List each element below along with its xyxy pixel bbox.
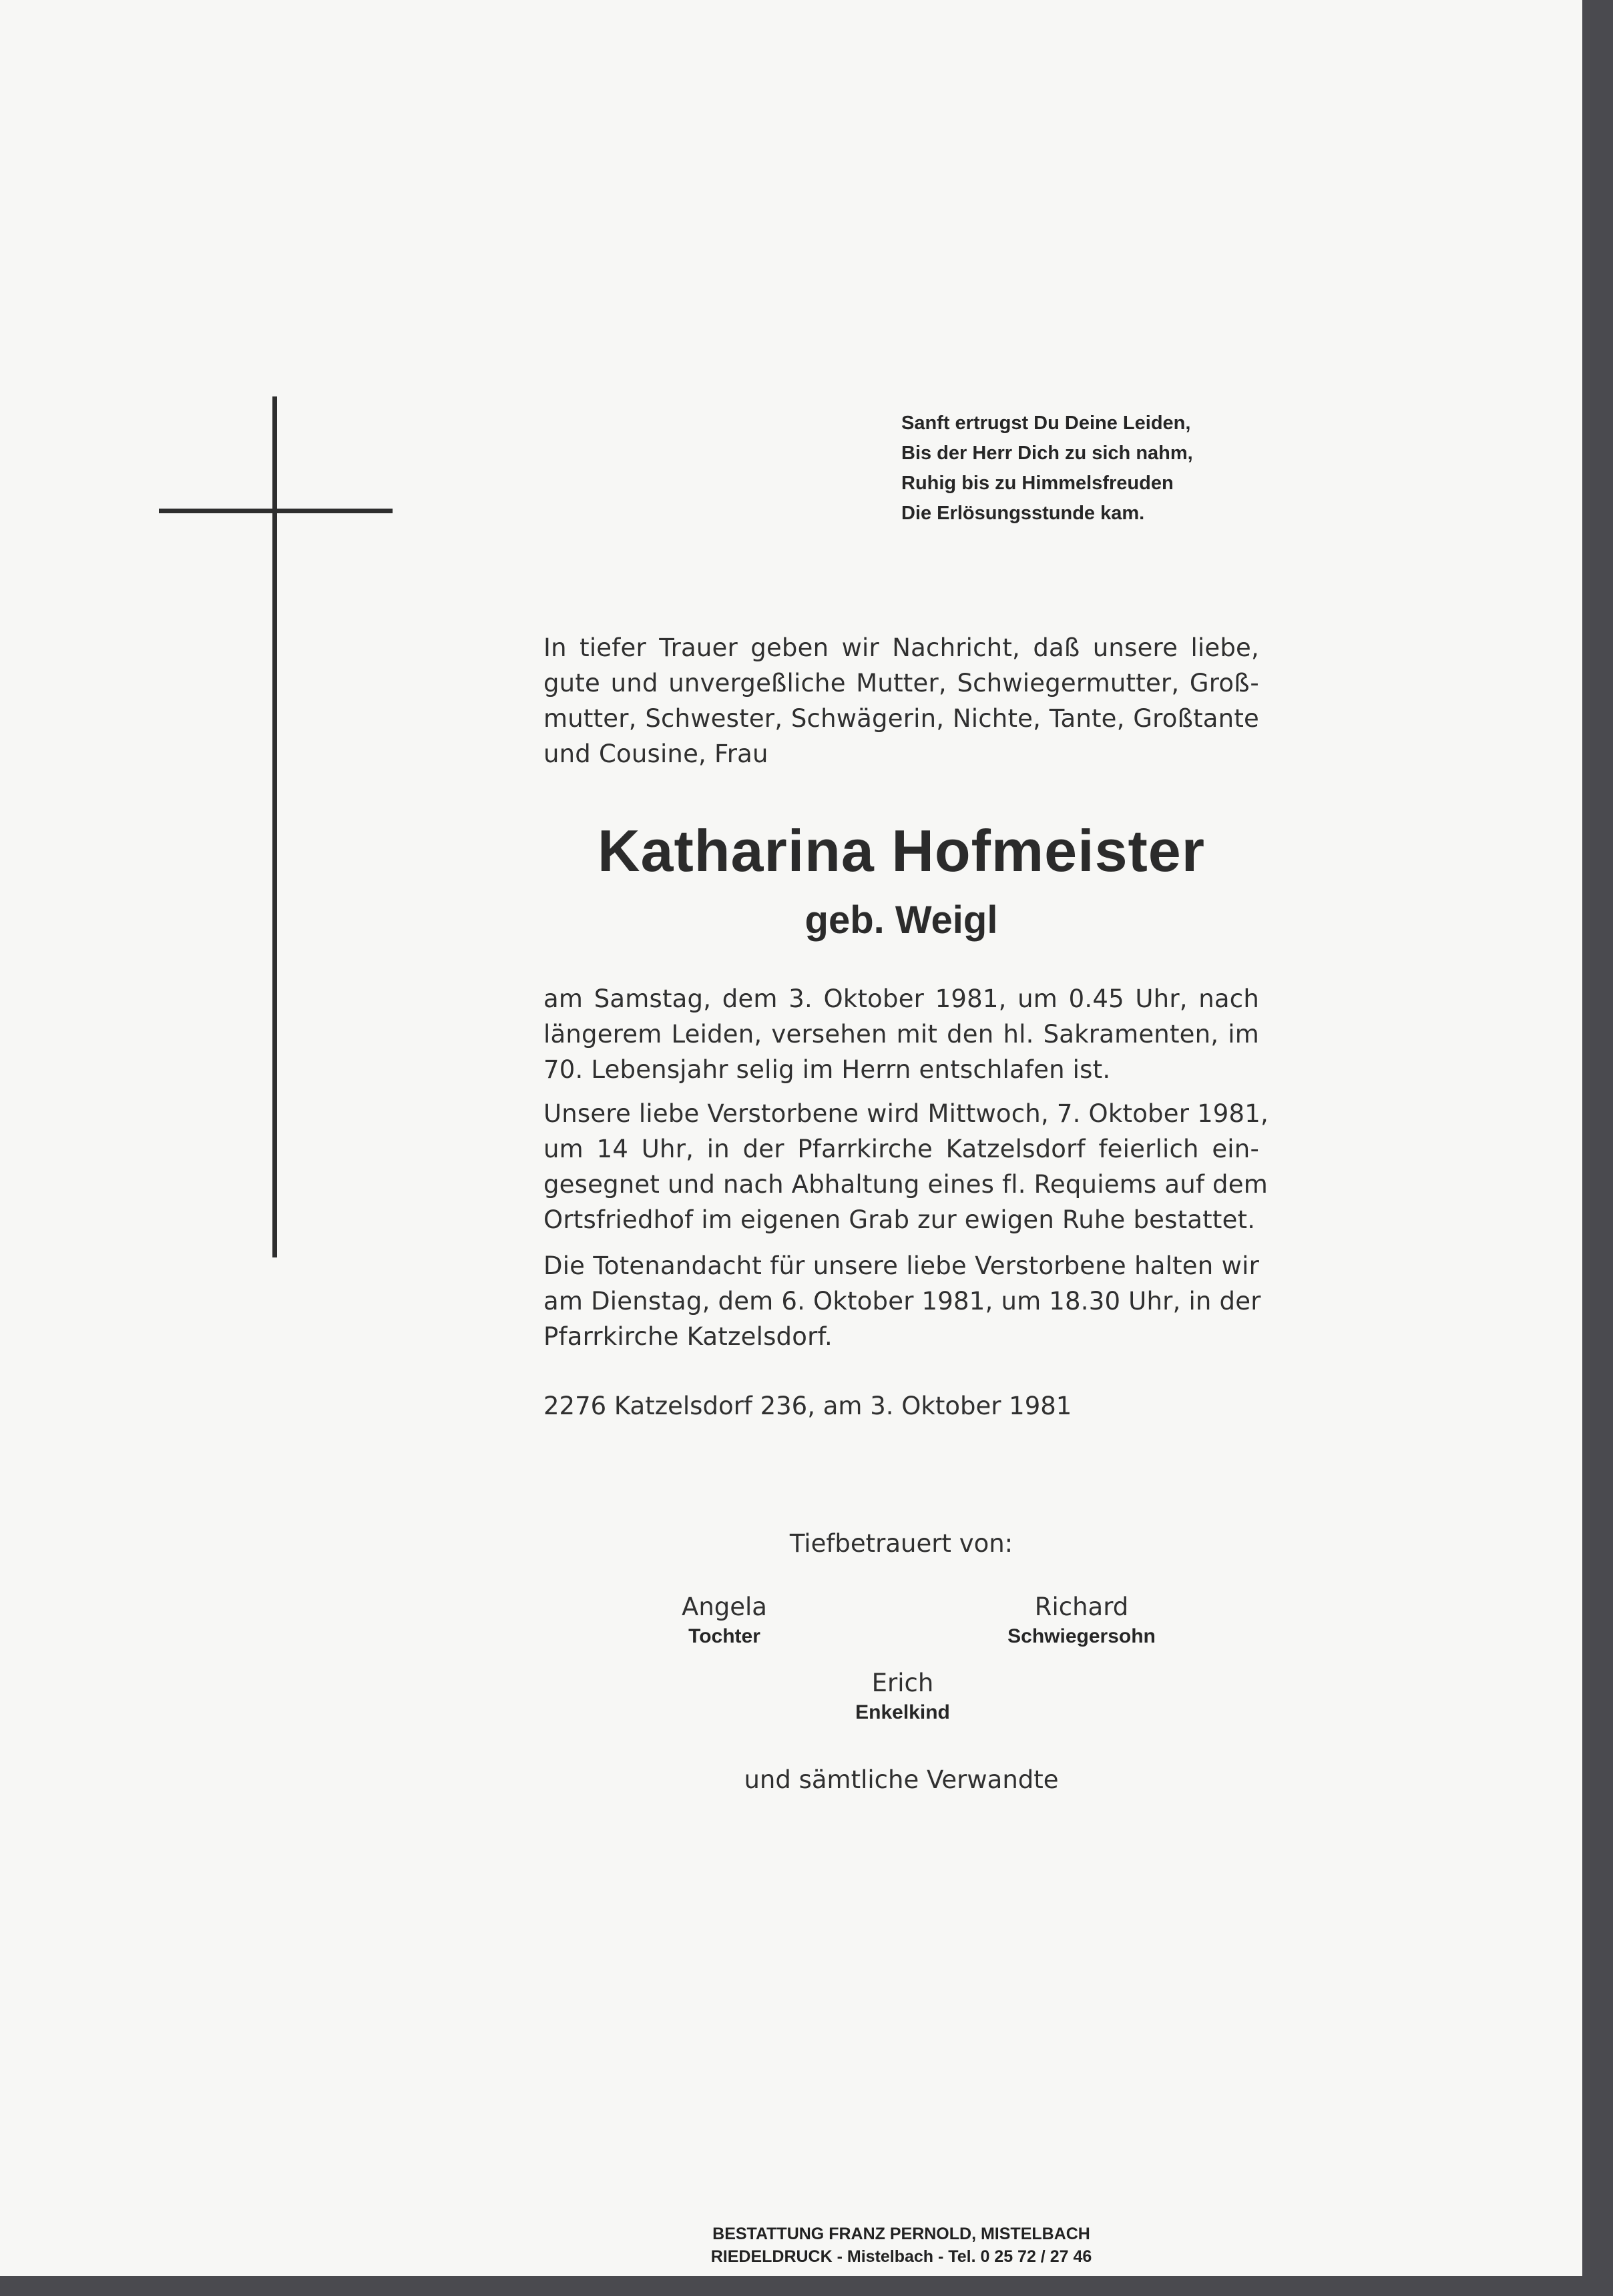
vigil-notice [543,1248,1259,1354]
death-notice [543,981,1259,1087]
intro-line: und Cousine, Frau [543,740,768,768]
mourner-name: Angela [682,1593,767,1621]
intro-line: gute und unvergeßliche Mutter, Schwiegermutter, Groß- [543,669,1259,697]
printer-footer [601,2223,1202,2268]
mourner [658,1591,791,1650]
vigil-line: Die Totenandacht für unsere liebe Verstorbene halten wir [543,1251,1259,1280]
verse-line: Ruhig bis zu Himmelsfreuden [901,473,1174,494]
mourner-name: Richard [1034,1593,1129,1621]
death-line: 70. Lebensjahr selig im Herrn entschlafen ist. [543,1055,1111,1084]
memorial-verse [901,408,1275,529]
place-and-date: 2276 Katzelsdorf 236, am 3. Oktober 1981 [543,1392,1072,1420]
printer-line: RIEDELDRUCK - Mistelbach - Tel. 0 25 72 / 27 46 [710,2247,1092,2266]
funeral-line: Unsere liebe Verstorbene wird Mittwoch, 7. Oktober 1981, [543,1099,1269,1128]
mourners-heading: Tiefbetrauert von: [789,1529,1013,1558]
vigil-line: am Dienstag, dem 6. Oktober 1981, um 18.30 Uhr, in der [543,1287,1261,1316]
intro-line: In tiefer Trauer geben wir Nachricht, daß unsere liebe, [543,633,1259,662]
verse-line: Sanft ertrugst Du Deine Leiden, [901,412,1191,434]
intro-line: mutter, Schwester, Schwägerin, Nichte, Tante, Großtante [543,704,1259,733]
vigil-line: Pfarrkirche Katzelsdorf. [543,1322,833,1351]
mourner [836,1667,969,1726]
cross-horizontal-bar [159,509,393,513]
funeral-home-line: BESTATTUNG FRANZ PERNOLD, MISTELBACH [712,2225,1090,2243]
other-relatives: und sämtliche Verwandte [744,1765,1059,1794]
funeral-notice [543,1096,1269,1237]
deceased-name: Katharina Hofmeister [597,818,1205,884]
maiden-name: geb. Weigl [804,898,998,942]
mourner-relation: Tochter [688,1625,760,1647]
death-line: am Samstag, dem 3. Oktober 1981, um 0.45 Uhr, nach [543,984,1259,1013]
funeral-line: Ortsfriedhof im eigenen Grab zur ewigen Ruhe bestattet. [543,1205,1256,1234]
funeral-line: gesegnet und nach Abhaltung eines fl. Requiems auf dem [543,1170,1268,1199]
cross-vertical-bar [272,396,277,1257]
mourner-name: Erich [871,1669,934,1697]
verse-line: Bis der Herr Dich zu sich nahm, [901,443,1193,464]
mourner-relation: Schwiegersohn [1007,1625,1156,1647]
funeral-line: um 14 Uhr, in der Pfarrkirche Katzelsdorf feierlich ein- [543,1135,1259,1163]
death-line: längerem Leiden, versehen mit den hl. Sakramenten, im [543,1020,1259,1049]
mourner [981,1591,1182,1650]
mourner-relation: Enkelkind [855,1701,950,1723]
verse-line: Die Erlösungsstunde kam. [901,503,1145,524]
announcement-intro [543,630,1259,772]
